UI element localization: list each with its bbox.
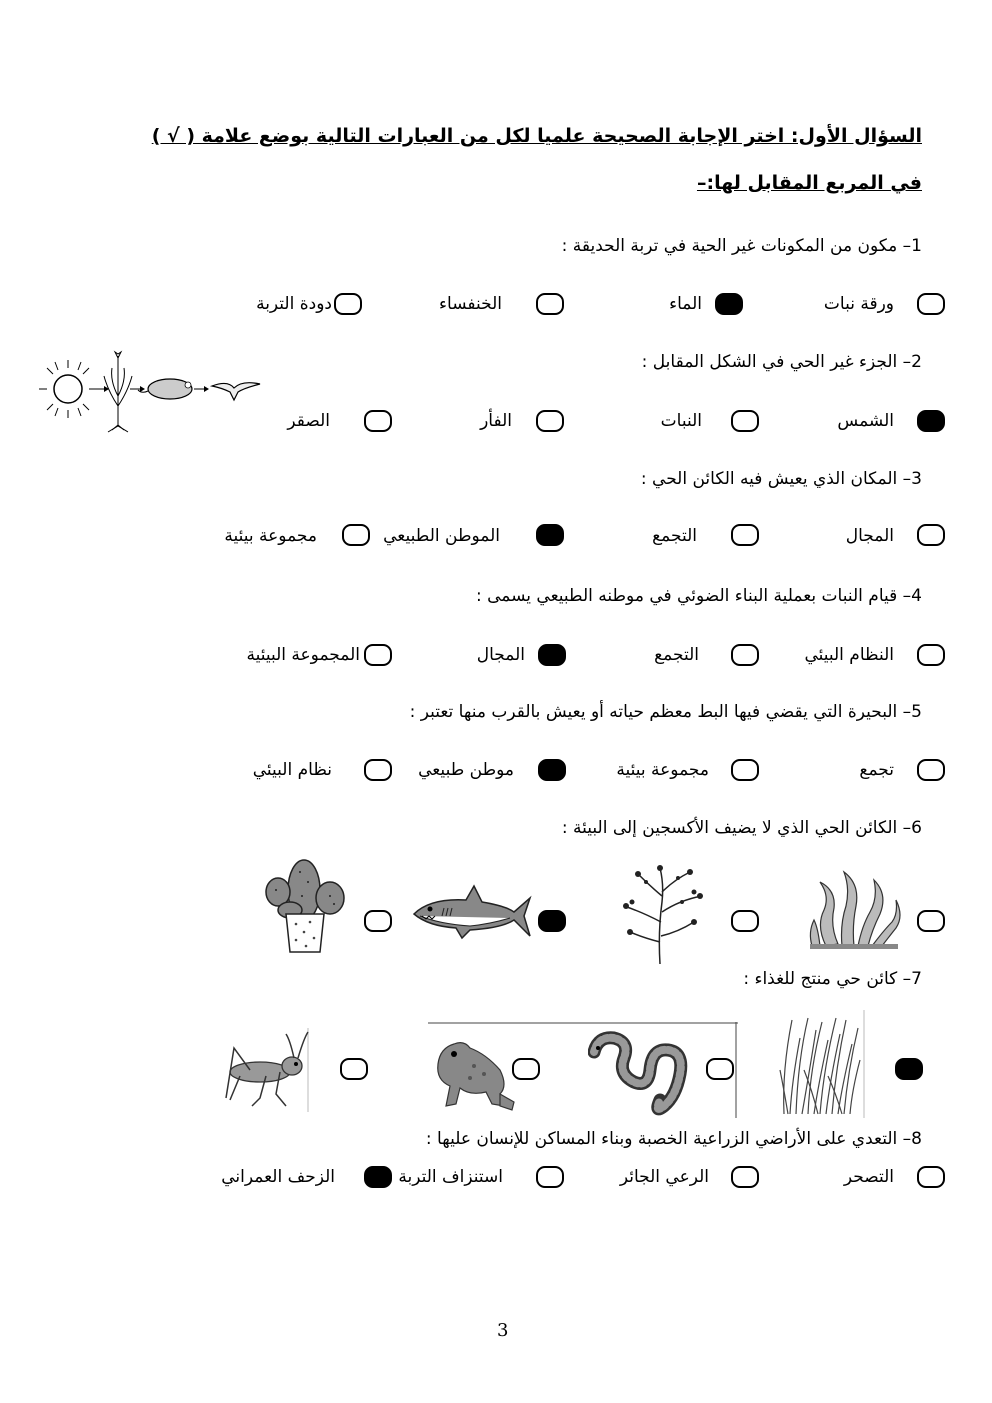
q8-option-2-label: الرعي الجائر xyxy=(619,1167,709,1187)
q5-option-2-label: مجموعة بيئية xyxy=(616,760,709,780)
q2-option-3-label: الفأر xyxy=(480,411,512,431)
q2-option-1-checkbox[interactable] xyxy=(917,410,945,432)
question-7-text: 7– كائن حي منتج للغذاء : xyxy=(743,969,922,989)
cactus-icon xyxy=(260,852,350,956)
q7-option-1-checkbox[interactable] xyxy=(895,1058,923,1080)
question-4-text: 4– قيام النبات بعملية البناء الضوئي في موطنه الطبيعي يسمى : xyxy=(475,586,922,606)
mouse-icon xyxy=(138,379,192,399)
q6-option-1-checkbox[interactable] xyxy=(917,910,945,932)
snake-icon xyxy=(588,1030,698,1116)
q5-option-3-label: موطن طبيعي xyxy=(418,760,514,780)
food-chain-diagram xyxy=(38,346,264,436)
q6-option-3-checkbox[interactable] xyxy=(538,910,566,932)
hawk-icon xyxy=(212,383,260,400)
grass-icon xyxy=(778,1010,868,1118)
page-number: 3 xyxy=(497,1320,509,1341)
seaweed-icon xyxy=(806,866,902,950)
q4-option-3-checkbox[interactable] xyxy=(538,644,566,666)
q5-option-1-checkbox[interactable] xyxy=(917,759,945,781)
q1-option-4-label: دودة التربة xyxy=(256,294,332,314)
q3-option-4-checkbox[interactable] xyxy=(342,524,370,546)
q3-option-4-label: مجموعة بيئية xyxy=(224,526,317,546)
q4-option-1-checkbox[interactable] xyxy=(917,644,945,666)
q8-option-4-checkbox[interactable] xyxy=(364,1166,392,1188)
q4-option-3-label: المجال xyxy=(476,645,525,665)
seaweed-branch-icon xyxy=(612,862,712,966)
plant-icon xyxy=(104,352,132,432)
q5-option-1-label: تجمع xyxy=(859,760,894,780)
question-title: السؤال الأول: اختر الإجابة الصحيحة علميا لكل من العبارات التالية بوضع علامة ( √ ) xyxy=(151,125,922,147)
q8-option-4-label: الزحف العمراني xyxy=(221,1167,335,1187)
q1-option-2-label: الماء xyxy=(669,294,702,314)
q3-option-2-checkbox[interactable] xyxy=(731,524,759,546)
q3-option-3-checkbox[interactable] xyxy=(536,524,564,546)
q2-option-2-checkbox[interactable] xyxy=(731,410,759,432)
q6-option-4-checkbox[interactable] xyxy=(364,910,392,932)
frog-icon xyxy=(430,1030,518,1116)
question-6-text: 6– الكائن الحي الذي لا يضيف الأكسجين إلى البيئة : xyxy=(561,818,922,838)
shark-icon xyxy=(410,882,534,942)
q7-option-2-checkbox[interactable] xyxy=(706,1058,734,1080)
question-3-text: 3– المكان الذي يعيش فيه الكائن الحي : xyxy=(640,469,922,489)
q5-option-4-checkbox[interactable] xyxy=(364,759,392,781)
q1-option-1-checkbox[interactable] xyxy=(917,293,945,315)
q8-option-3-checkbox[interactable] xyxy=(536,1166,564,1188)
question-5-text: 5– البحيرة التي يقضي فيها البط معظم حياته أو يعيش بالقرب منها تعتبر : xyxy=(409,702,922,722)
q2-option-4-checkbox[interactable] xyxy=(364,410,392,432)
q1-option-2-checkbox[interactable] xyxy=(715,293,743,315)
q1-option-4-checkbox[interactable] xyxy=(334,293,362,315)
q8-option-3-label: استنزاف التربة xyxy=(398,1167,503,1187)
grasshopper-icon xyxy=(220,1028,312,1112)
q4-option-4-label: المجموعة البيئية xyxy=(246,645,360,665)
q2-option-3-checkbox[interactable] xyxy=(536,410,564,432)
q8-option-1-label: التصحر xyxy=(843,1167,894,1187)
question-2-text: 2– الجزء غير الحي في الشكل المقابل : xyxy=(641,352,922,372)
sun-icon xyxy=(39,360,96,418)
q4-option-1-label: النظام البيئي xyxy=(804,645,894,665)
q3-option-1-label: المجال xyxy=(845,526,894,546)
q4-option-2-checkbox[interactable] xyxy=(731,644,759,666)
q5-option-4-label: نظام البيئي xyxy=(252,760,332,780)
q4-option-4-checkbox[interactable] xyxy=(364,644,392,666)
q2-option-2-label: النبات xyxy=(660,411,702,431)
q2-option-4-label: الصقر xyxy=(287,411,330,431)
q2-option-1-label: الشمس xyxy=(837,411,894,431)
q5-option-3-checkbox[interactable] xyxy=(538,759,566,781)
q8-option-1-checkbox[interactable] xyxy=(917,1166,945,1188)
q1-option-3-checkbox[interactable] xyxy=(536,293,564,315)
q3-option-3-label: الموطن الطبيعي xyxy=(383,526,500,546)
q4-option-2-label: التجمع xyxy=(654,645,699,665)
question-8-text: 8– التعدي على الأراضي الزراعية الخصبة وبناء المساكن للإنسان عليها : xyxy=(425,1129,922,1149)
q1-option-3-label: الخنفساء xyxy=(439,294,502,314)
q1-option-1-label: ورقة نبات xyxy=(823,294,894,314)
q8-option-2-checkbox[interactable] xyxy=(731,1166,759,1188)
question-subtitle: في المربع المقابل لها:– xyxy=(696,172,922,194)
question-1-text: 1– مكون من المكونات غير الحية في تربة الحديقة : xyxy=(561,236,922,256)
q7-option-4-checkbox[interactable] xyxy=(340,1058,368,1080)
q3-option-2-label: التجمع xyxy=(652,526,697,546)
q6-option-2-checkbox[interactable] xyxy=(731,910,759,932)
q3-option-1-checkbox[interactable] xyxy=(917,524,945,546)
q5-option-2-checkbox[interactable] xyxy=(731,759,759,781)
